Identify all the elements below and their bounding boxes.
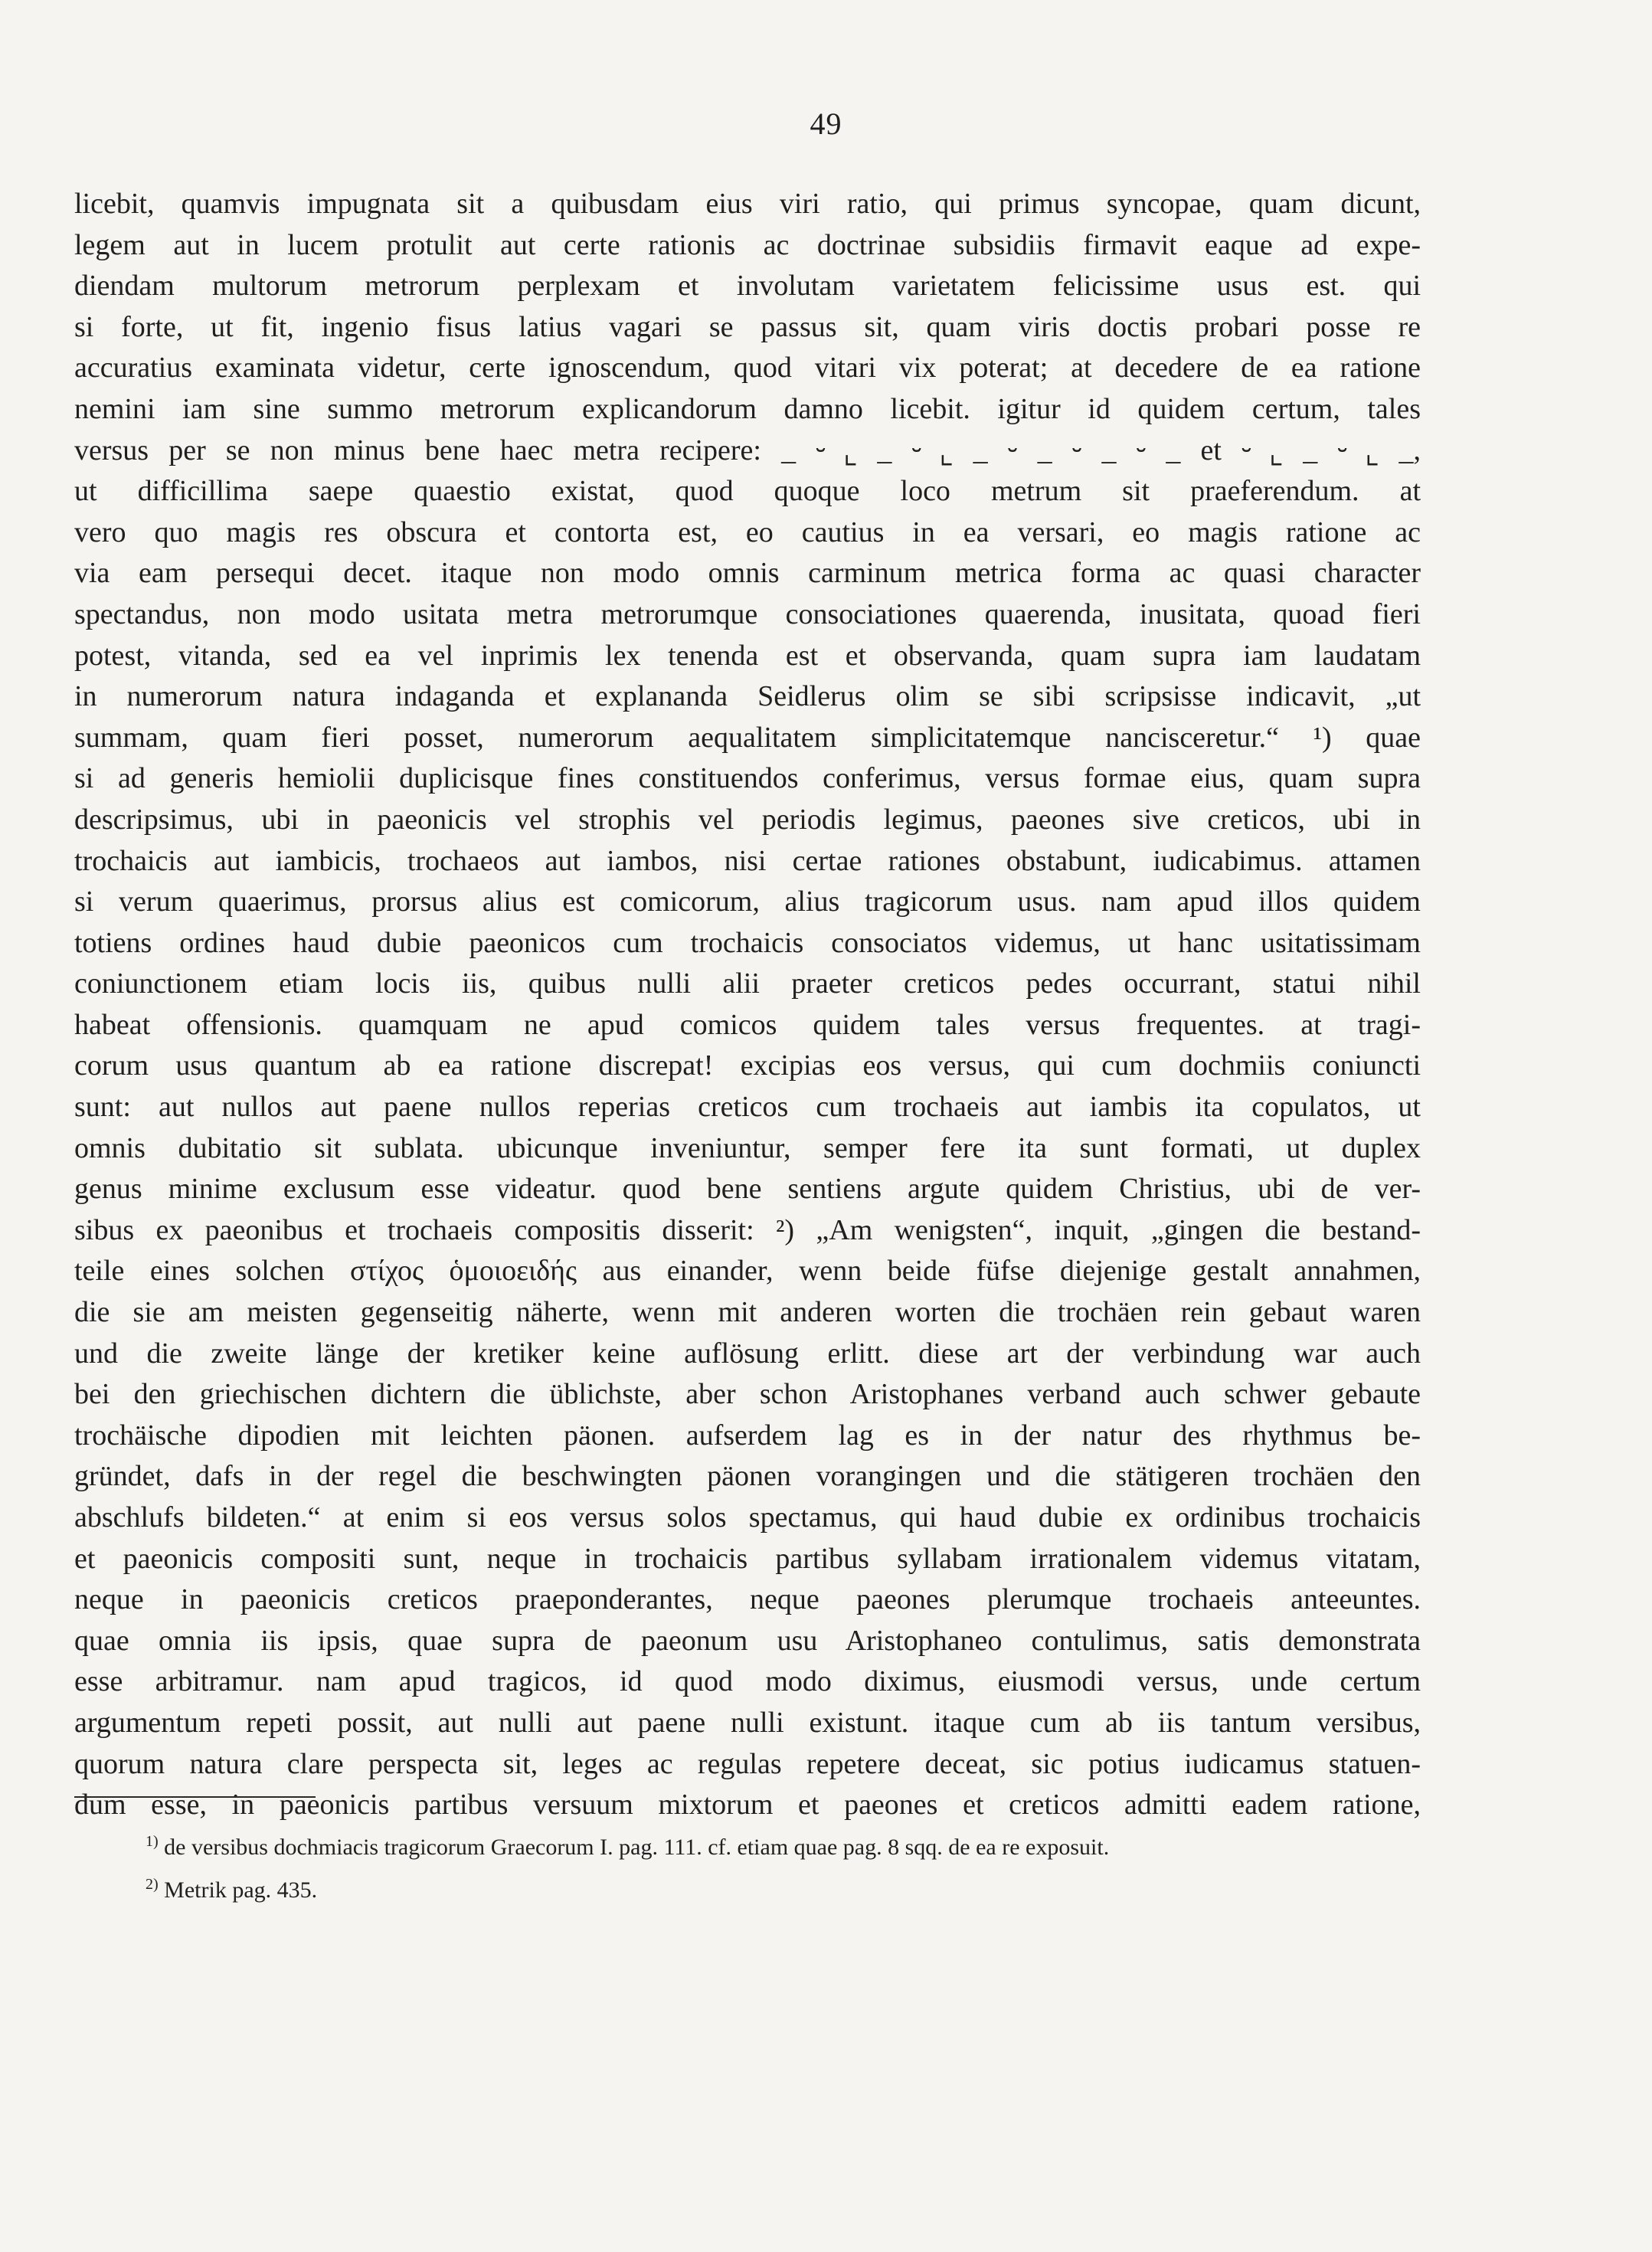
text-line: die sie am meisten gegenseitig näherte, wenn mit anderen worten die trochäen rein gebaut waren [74, 1296, 1421, 1329]
text-line: legem aut in lucem protulit aut certe rationis ac doctrinae subsidiis firmavit eaque ad expe- [74, 228, 1421, 261]
text-line: diendam multorum metrorum perplexam et involutam varietatem felicissime usus est. qui [74, 270, 1421, 303]
text-line: si verum quaerimus, prorsus alius est comicorum, alius tragicorum usus. nam apud illos quidem [74, 885, 1421, 918]
text-line: summam, quam fieri posset, numerorum aequalitatem simplicitatemque nancisceretur.“ ¹) quae [74, 721, 1421, 754]
text-line: dum esse, in paeonicis partibus versuum mixtorum et paeones et creticos admitti eadem ratione, [74, 1789, 1421, 1822]
text-line: descripsimus, ubi in paeonicis vel strophis vel periodis legimus, paeones sive creticos, ubi in [74, 803, 1421, 836]
text-line: licebit, quamvis impugnata sit a quibusdam eius viri ratio, qui primus syncopae, quam dicunt, [74, 188, 1421, 220]
text-line: si forte, ut fit, ingenio fisus latius vagari se passus sit, quam viris doctis probari posse re [74, 310, 1421, 343]
text-line: genus minime exclusum esse videatur. quod bene sentiens argute quidem Christius, ubi de ver- [74, 1173, 1421, 1206]
text-line: corum usus quantum ab ea ratione discrepat! excipias eos versus, qui cum dochmiis coniuncti [74, 1049, 1421, 1082]
footnote-rule [74, 1796, 316, 1798]
text-line: nemini iam sine summo metrorum explicandorum damno licebit. igitur id quidem certum, tales [74, 392, 1421, 425]
text-line: vero quo magis res obscura et contorta est, eo cautius in ea versari, eo magis ratione ac [74, 516, 1421, 548]
text-line: versus per se non minus bene haec metra recipere: _ ⏑ ⌞ _ ⏑ ⌞ _ ⏑ _ ⏑ _ ⏑ _ et ⏑ ⌞ _ ⏑ ⌞ _, [74, 434, 1421, 466]
footnote-marker: 2) [146, 1876, 159, 1893]
text-line: sibus ex paeonibus et trochaeis compositis disserit: ²) „Am wenigsten“, inquit, „gingen die bestand- [74, 1213, 1421, 1246]
footnote-text: de versibus dochmiacis tragicorum Graecorum I. pag. 111. cf. etiam quae pag. 8 sqq. de ea re exposuit. [164, 1835, 1110, 1860]
text-line: in numerorum natura indaganda et explananda Seidlerus olim se sibi scripsisse indicavit, „ut [74, 680, 1421, 713]
footnotes [146, 1823, 1421, 1909]
text-line: quae omnia iis ipsis, quae supra de paeonum usu Aristophaneo contulimus, satis demonstrata [74, 1624, 1421, 1657]
text-line: coniunctionem etiam locis iis, quibus nulli alii praeter creticos pedes occurrant, statui nihil [74, 967, 1421, 1000]
footnote-marker: 1) [146, 1833, 159, 1850]
page-number: 49 [810, 106, 842, 141]
text-line: argumentum repeti possit, aut nulli aut paene nulli existunt. itaque cum ab iis tantum versibus, [74, 1706, 1421, 1739]
text-line: et paeonicis compositi sunt, neque in trochaicis partibus syllabam irrationalem videmus vitatam, [74, 1542, 1421, 1575]
text-line: spectandus, non modo usitata metra metrorumque consociationes quaerenda, inusitata, quoad fieri [74, 597, 1421, 630]
footnote [146, 1866, 1421, 1909]
text-line: quorum natura clare perspecta sit, leges ac regulas repetere deceat, sic potius iudicamus statuen- [74, 1747, 1421, 1780]
text-line: trochäische dipodien mit leichten päonen. aufserdem lag es in der natur des rhythmus be- [74, 1419, 1421, 1452]
text-line: potest, vitanda, sed ea vel inprimis lex tenenda est et observanda, quam supra iam laudatam [74, 639, 1421, 672]
main-text [74, 184, 1421, 1826]
footnote-text: Metrik pag. 435. [164, 1877, 318, 1903]
footnote [146, 1823, 1421, 1866]
text-line: totiens ordines haud dubie paeonicos cum trochaicis consociatos videmus, ut hanc usitatissimam [74, 926, 1421, 959]
text-line: bei den griechischen dichtern die üblichste, aber schon Aristophanes verband auch schwer gebaute [74, 1378, 1421, 1411]
text-line: trochaicis aut iambicis, trochaeos aut iambos, nisi certae rationes obstabunt, iudicabimus. attamen [74, 844, 1421, 877]
text-line: teile eines solchen στίχος ὁμοιοειδής aus einander, wenn beide füfse diejenige gestalt annahmen, [74, 1255, 1421, 1288]
text-line: accuratius examinata videtur, certe ignoscendum, quod vitari vix poterat; at decedere de ea ratione [74, 352, 1421, 385]
text-line: sunt: aut nullos aut paene nullos reperias creticos cum trochaeis aut iambis ita copulatos, ut [74, 1091, 1421, 1124]
text-line: via eam persequi decet. itaque non modo omnis carminum metrica forma ac quasi character [74, 557, 1421, 590]
text-line: esse arbitramur. nam apud tragicos, id quod modo diximus, eiusmodi versus, unde certum [74, 1665, 1421, 1698]
text-line: omnis dubitatio sit sublata. ubicunque inveniuntur, semper fere ita sunt formati, ut duplex [74, 1131, 1421, 1164]
text-line: gründet, dafs in der regel die beschwingten päonen vorangingen und die stätigeren trochäen den [74, 1460, 1421, 1493]
text-line: und die zweite länge der kretiker keine auflösung erlitt. diese art der verbindung war auch [74, 1337, 1421, 1370]
text-line: neque in paeonicis creticos praeponderantes, neque paeones plerumque trochaeis anteeuntes. [74, 1583, 1421, 1616]
text-line: si ad generis hemiolii duplicisque fines constituendos conferimus, versus formae eius, quam supra [74, 762, 1421, 795]
text-line: habeat offensionis. quamquam ne apud comicos quidem tales versus frequentes. at tragi- [74, 1008, 1421, 1041]
text-line: ut difficillima saepe quaestio existat, quod quoque loco metrum sit praeferendum. at [74, 475, 1421, 508]
text-line: abschlufs bildeten.“ at enim si eos versus solos spectamus, qui haud dubie ex ordinibus trochaicis [74, 1501, 1421, 1534]
